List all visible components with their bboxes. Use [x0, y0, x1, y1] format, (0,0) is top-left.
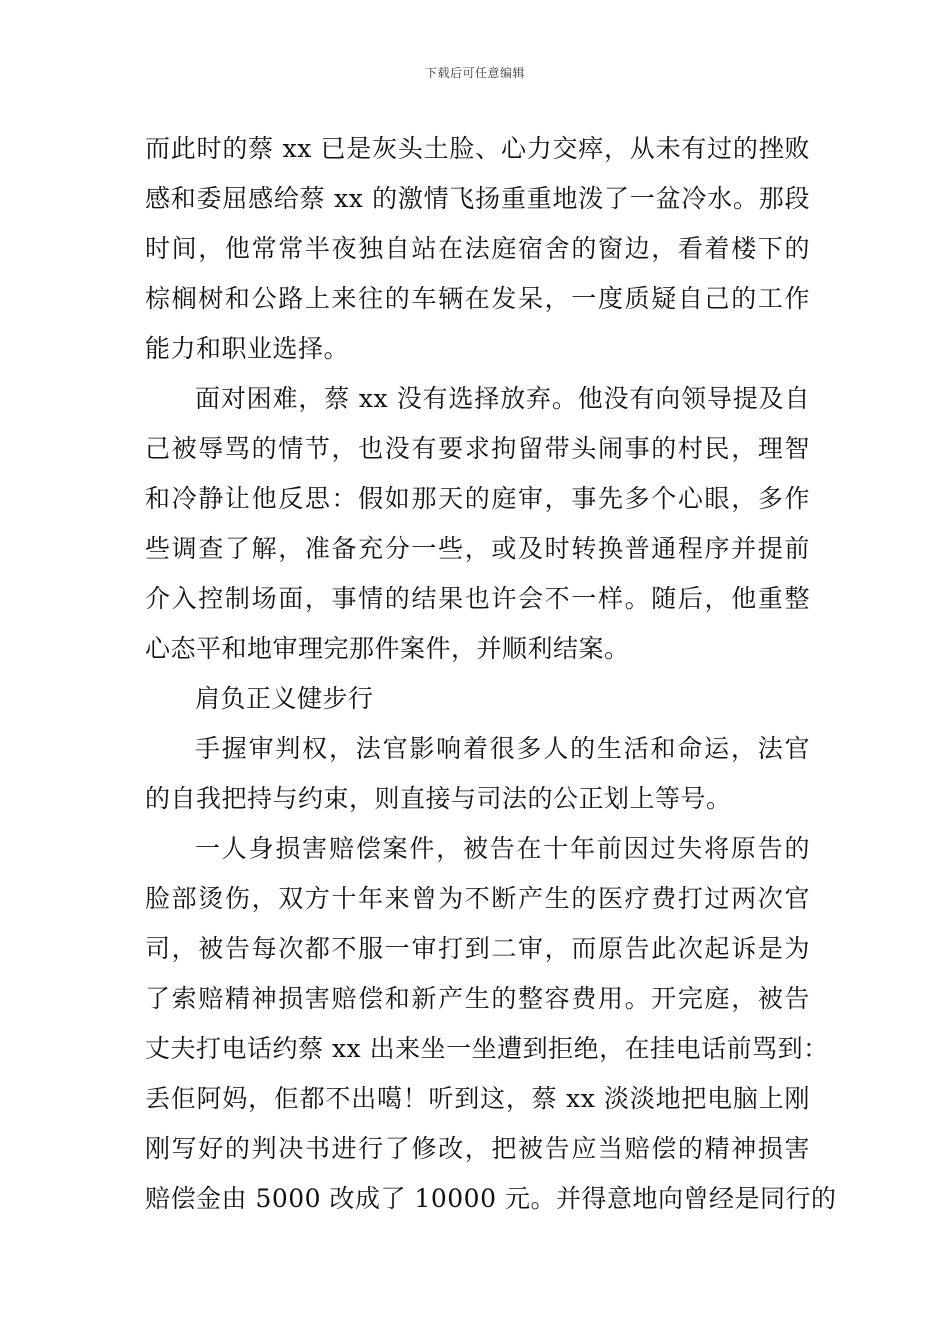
text-line: 心态平和地审理完那件案件，并顺利结案。 — [145, 634, 630, 663]
text-line: 一人身损害赔偿案件，被告在十年前因过失将原告的 — [195, 834, 810, 863]
text-line: 感和委屈感给蔡 xx 的激情飞扬重重地泼了一盆冷水。那段 — [145, 184, 810, 213]
document-body — [145, 124, 837, 1224]
text-line: 些调查了解，准备充分一些，或及时转换普通程序并提前 — [145, 534, 810, 563]
text-line: 赔偿金由 5000 改成了 10000 元。并得意地向曾经是同行的 — [145, 1184, 837, 1213]
text-line: 己被辱骂的情节，也没有要求拘留带头闹事的村民，理智 — [145, 434, 810, 463]
text-line: 刚写好的判决书进行了修改，把被告应当赔偿的精神损害 — [145, 1134, 810, 1163]
text-line: 面对困难，蔡 xx 没有选择放弃。他没有向领导提及自 — [195, 384, 810, 413]
text-line: 手握审判权，法官影响着很多人的生活和命运，法官 — [195, 734, 810, 763]
text-line: 能力和职业选择。 — [145, 334, 350, 363]
section-heading: 肩负正义健步行 — [195, 684, 374, 713]
text-line: 丈夫打电话约蔡 xx 出来坐一坐遭到拒绝，在挂电话前骂到： — [145, 1034, 829, 1063]
text-line: 介入控制场面，事情的结果也许会不一样。随后，他重整 — [145, 584, 810, 613]
text-line: 时间，他常常半夜独自站在法庭宿舍的窗边，看着楼下的 — [145, 234, 810, 263]
text-line: 丢佢阿妈，佢都不出噶！听到这，蔡 xx 淡淡地把电脑上刚 — [145, 1084, 810, 1113]
text-line: 司，被告每次都不服一审打到二审，而原告此次起诉是为 — [145, 934, 810, 963]
text-line: 棕榈树和公路上来往的车辆在发呆，一度质疑自己的工作 — [145, 284, 810, 313]
text-line: 的自我把持与约束，则直接与司法的公正划上等号。 — [145, 784, 732, 813]
text-line: 而此时的蔡 xx 已是灰头土脸、心力交瘁，从未有过的挫败 — [145, 134, 810, 163]
text-line: 和冷静让他反思：假如那天的庭审，事先多个心眼，多作 — [145, 484, 810, 513]
text-line: 了索赔精神损害赔偿和新产生的整容费用。开完庭，被告 — [145, 984, 810, 1013]
text-line: 脸部烫伤，双方十年来曾为不断产生的医疗费打过两次官 — [145, 884, 810, 913]
page-header: 下载后可任意编辑 — [424, 66, 525, 80]
